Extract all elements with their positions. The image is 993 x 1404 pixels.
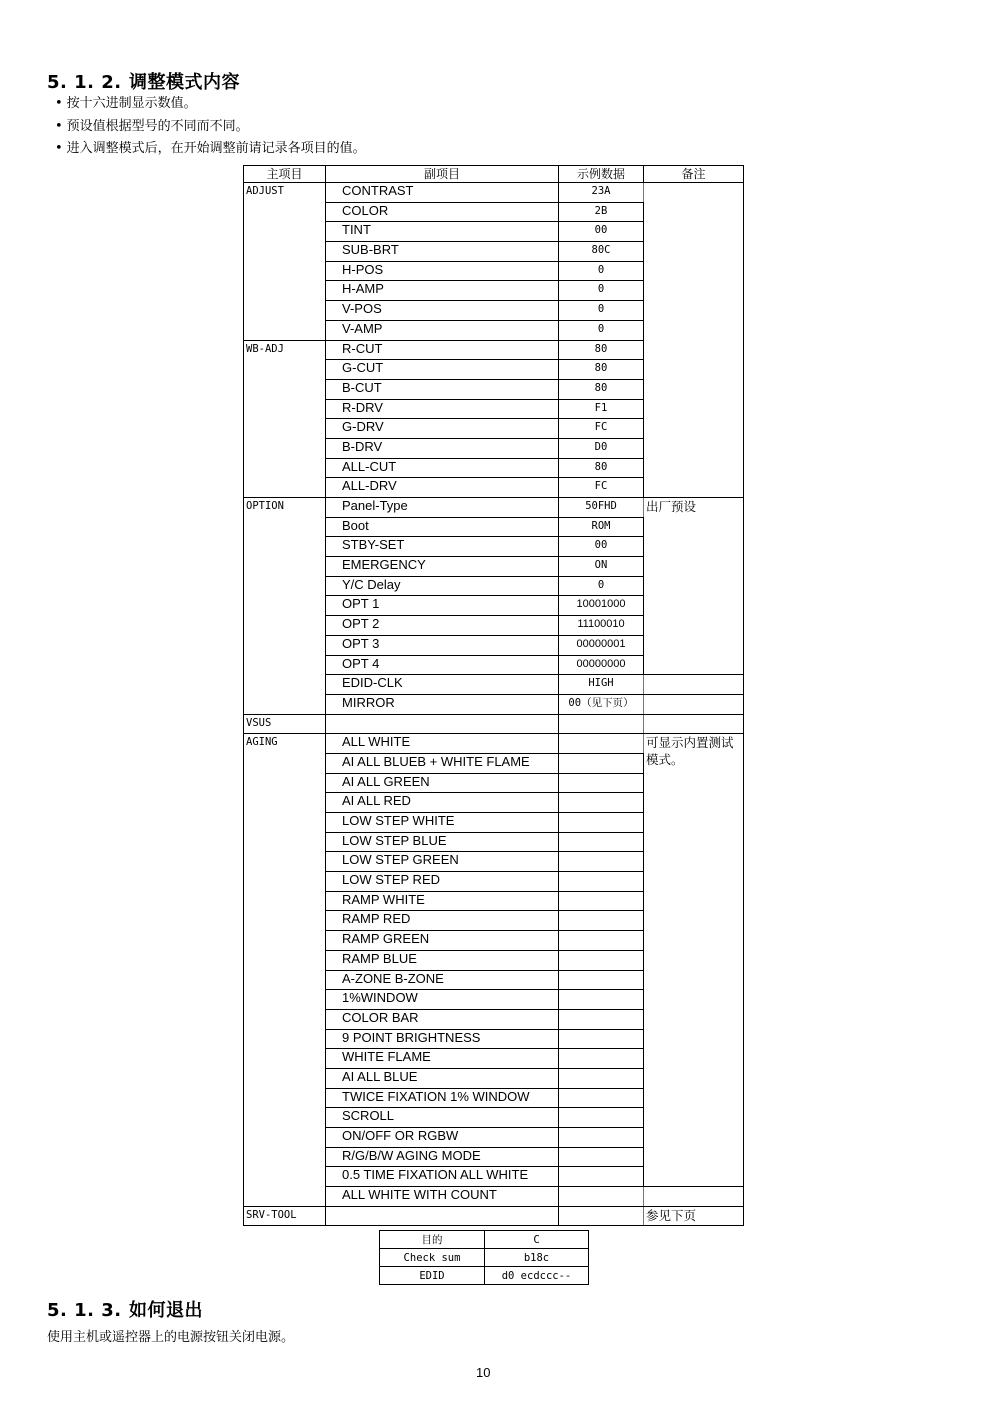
sample-data-cell [559,1108,644,1128]
sub-item-cell: WHITE FLAME [326,1049,559,1069]
main-item-cell: SRV-TOOL [244,1206,326,1226]
remarks-cell [644,675,744,695]
table-row [244,498,744,518]
sample-data-cell [559,1029,644,1049]
sample-data-cell: 00000000 [559,655,644,675]
sample-data-cell: 0 [559,301,644,321]
sub-item-cell: OPT 4 [326,655,559,675]
table-row [380,1267,589,1285]
sample-data-cell [559,753,644,773]
sample-data-cell: 80 [559,340,644,360]
header-main-item: 主项目 [244,166,326,183]
sub-item-cell: CONTRAST [326,183,559,203]
sub-item-cell: LOW STEP RED [326,872,559,892]
sub-item-cell: ON/OFF OR RGBW [326,1128,559,1148]
sample-data-cell [559,990,644,1010]
sample-data-cell: 80 [559,458,644,478]
sub-item-cell: EDID-CLK [326,675,559,695]
sample-data-cell [559,852,644,872]
sample-data-cell [559,1206,644,1226]
sub-item-cell: RAMP RED [326,911,559,931]
main-item-cell: VSUS [244,714,326,734]
sub-item-cell: SUB-BRT [326,242,559,262]
sub-item-cell: Y/C Delay [326,576,559,596]
sub-item-cell: R-CUT [326,340,559,360]
sub-item-cell: G-CUT [326,360,559,380]
section-title: 调整模式内容 [129,72,240,93]
sample-data-cell [559,714,644,734]
section-number: 5. 1. 2. [47,72,122,93]
sample-data-cell [559,891,644,911]
sample-data-cell [559,832,644,852]
sub-item-cell: V-POS [326,301,559,321]
sample-data-cell [559,1009,644,1029]
sample-data-cell: 00000001 [559,635,644,655]
sub-item-cell: 9 POINT BRIGHTNESS [326,1029,559,1049]
table-row [244,1206,744,1226]
sample-data-cell: F1 [559,399,644,419]
sub-item-cell: COLOR BAR [326,1009,559,1029]
sub-item-cell: H-AMP [326,281,559,301]
remarks-cell [644,714,744,734]
sub-item-cell: RAMP WHITE [326,891,559,911]
sample-data-cell: 10001000 [559,596,644,616]
table-row [380,1249,589,1267]
sub-item-cell: H-POS [326,261,559,281]
sub-item-cell: AI ALL BLUE [326,1068,559,1088]
table-header-row [244,166,744,183]
sample-data-cell: 2B [559,202,644,222]
sample-data-cell: 0 [559,261,644,281]
section-title: 如何退出 [129,1300,203,1321]
header-remarks: 备注 [644,166,744,183]
header-sample-data: 示例数据 [559,166,644,183]
sub-item-cell: ALL-CUT [326,458,559,478]
sample-data-cell [559,1187,644,1207]
sample-data-cell: 0 [559,576,644,596]
section-heading-5-1-3 [47,1296,203,1322]
sub-item-cell: Panel-Type [326,498,559,518]
sub-item-cell: V-AMP [326,320,559,340]
sub-item-cell: R/G/B/W AGING MODE [326,1147,559,1167]
sub-item-cell: LOW STEP GREEN [326,852,559,872]
sub-item-cell: RAMP BLUE [326,950,559,970]
sample-data-cell: 23A [559,183,644,203]
sample-data-cell: HIGH [559,675,644,695]
sub-item-cell: OPT 1 [326,596,559,616]
sample-data-cell [559,1128,644,1148]
sample-data-cell [559,911,644,931]
remarks-cell [644,1187,744,1207]
checksum-value: d0 ecdccc-- [485,1267,589,1285]
table-row [380,1231,589,1249]
table-row [244,714,744,734]
sample-data-cell: 11100010 [559,616,644,636]
sub-item-cell: B-CUT [326,379,559,399]
sample-data-cell: 80 [559,360,644,380]
sub-item-cell: SCROLL [326,1108,559,1128]
sub-item-cell: Boot [326,517,559,537]
sub-item-cell: R-DRV [326,399,559,419]
sample-data-cell: FC [559,478,644,498]
sub-item-cell: LOW STEP BLUE [326,832,559,852]
table-row [244,183,744,203]
sample-data-cell [559,970,644,990]
exit-instruction: 使用主机或遥控器上的电源按钮关闭电源。 [47,1330,295,1345]
sample-data-cell: 0 [559,320,644,340]
section-number: 5. 1. 3. [47,1300,122,1321]
main-item-cell: ADJUST [244,183,326,341]
sample-data-cell: ON [559,557,644,577]
sample-data-cell [559,1049,644,1069]
sub-item-cell: 0.5 TIME FIXATION ALL WHITE [326,1167,559,1187]
sample-data-cell [559,734,644,754]
sample-data-cell [559,950,644,970]
sample-data-cell: 0 [559,281,644,301]
main-item-cell: AGING [244,734,326,1207]
sample-data-cell: FC [559,419,644,439]
sub-item-cell: AI ALL RED [326,793,559,813]
section-heading-5-1-2 [47,68,240,94]
sample-data-cell: 80C [559,242,644,262]
sub-item-cell: TWICE FIXATION 1% WINDOW [326,1088,559,1108]
sub-item-cell: 1%WINDOW [326,990,559,1010]
sample-data-cell: ROM [559,517,644,537]
sample-data-cell [559,1088,644,1108]
sub-item-cell: RAMP GREEN [326,931,559,951]
sub-item-cell: B-DRV [326,438,559,458]
bullet-item: • 按十六进制显示数值。 [55,93,366,116]
sample-data-cell [559,1167,644,1187]
sample-data-cell: 00 [559,537,644,557]
sample-data-cell: 00（见下页） [559,694,644,714]
sub-item-cell: COLOR [326,202,559,222]
sample-data-cell [559,793,644,813]
remarks-cell: 参见下页 [644,1206,744,1226]
sub-item-cell: MIRROR [326,694,559,714]
sub-item-cell: OPT 2 [326,616,559,636]
sub-item-cell: ALL-DRV [326,478,559,498]
sample-data-cell: 50FHD [559,498,644,518]
sub-item-cell: AI ALL GREEN [326,773,559,793]
sub-item-cell: STBY-SET [326,537,559,557]
bullet-item: • 预设值根据型号的不同而不同。 [55,116,366,139]
checksum-key: 目的 [380,1231,485,1249]
sub-item-cell [326,714,559,734]
sub-item-cell: ALL WHITE [326,734,559,754]
remarks-cell: 出厂预设 [644,498,744,675]
adjustment-mode-table [243,165,744,1226]
sample-data-cell: D0 [559,438,644,458]
checksum-key: Check sum [380,1249,485,1267]
sample-data-cell [559,773,644,793]
remarks-cell: 可显示内置测试模式。 [644,734,744,1187]
sub-item-cell: EMERGENCY [326,557,559,577]
sample-data-cell [559,872,644,892]
sample-data-cell: 00 [559,222,644,242]
remarks-cell [644,694,744,714]
sub-item-cell: AI ALL BLUEB + WHITE FLAME [326,753,559,773]
bullet-item: • 进入调整模式后，在开始调整前请记录各项目的值。 [55,138,366,161]
sample-data-cell [559,931,644,951]
checksum-table [379,1230,589,1285]
checksum-key: EDID [380,1267,485,1285]
sub-item-cell: OPT 3 [326,635,559,655]
sub-item-cell: TINT [326,222,559,242]
sample-data-cell [559,1068,644,1088]
checksum-value: C [485,1231,589,1249]
table-row [244,734,744,754]
checksum-value: b18c [485,1249,589,1267]
sample-data-cell: 80 [559,379,644,399]
remarks-cell [644,183,744,498]
bullet-list [55,93,366,161]
main-item-cell: WB-ADJ [244,340,326,498]
main-item-cell: OPTION [244,498,326,715]
sub-item-cell: LOW STEP WHITE [326,813,559,833]
sub-item-cell: A-ZONE B-ZONE [326,970,559,990]
sample-data-cell [559,813,644,833]
sub-item-cell [326,1206,559,1226]
page-number: 10 [476,1365,491,1380]
sub-item-cell: G-DRV [326,419,559,439]
sub-item-cell: ALL WHITE WITH COUNT [326,1187,559,1207]
header-sub-item: 副项目 [326,166,559,183]
sample-data-cell [559,1147,644,1167]
